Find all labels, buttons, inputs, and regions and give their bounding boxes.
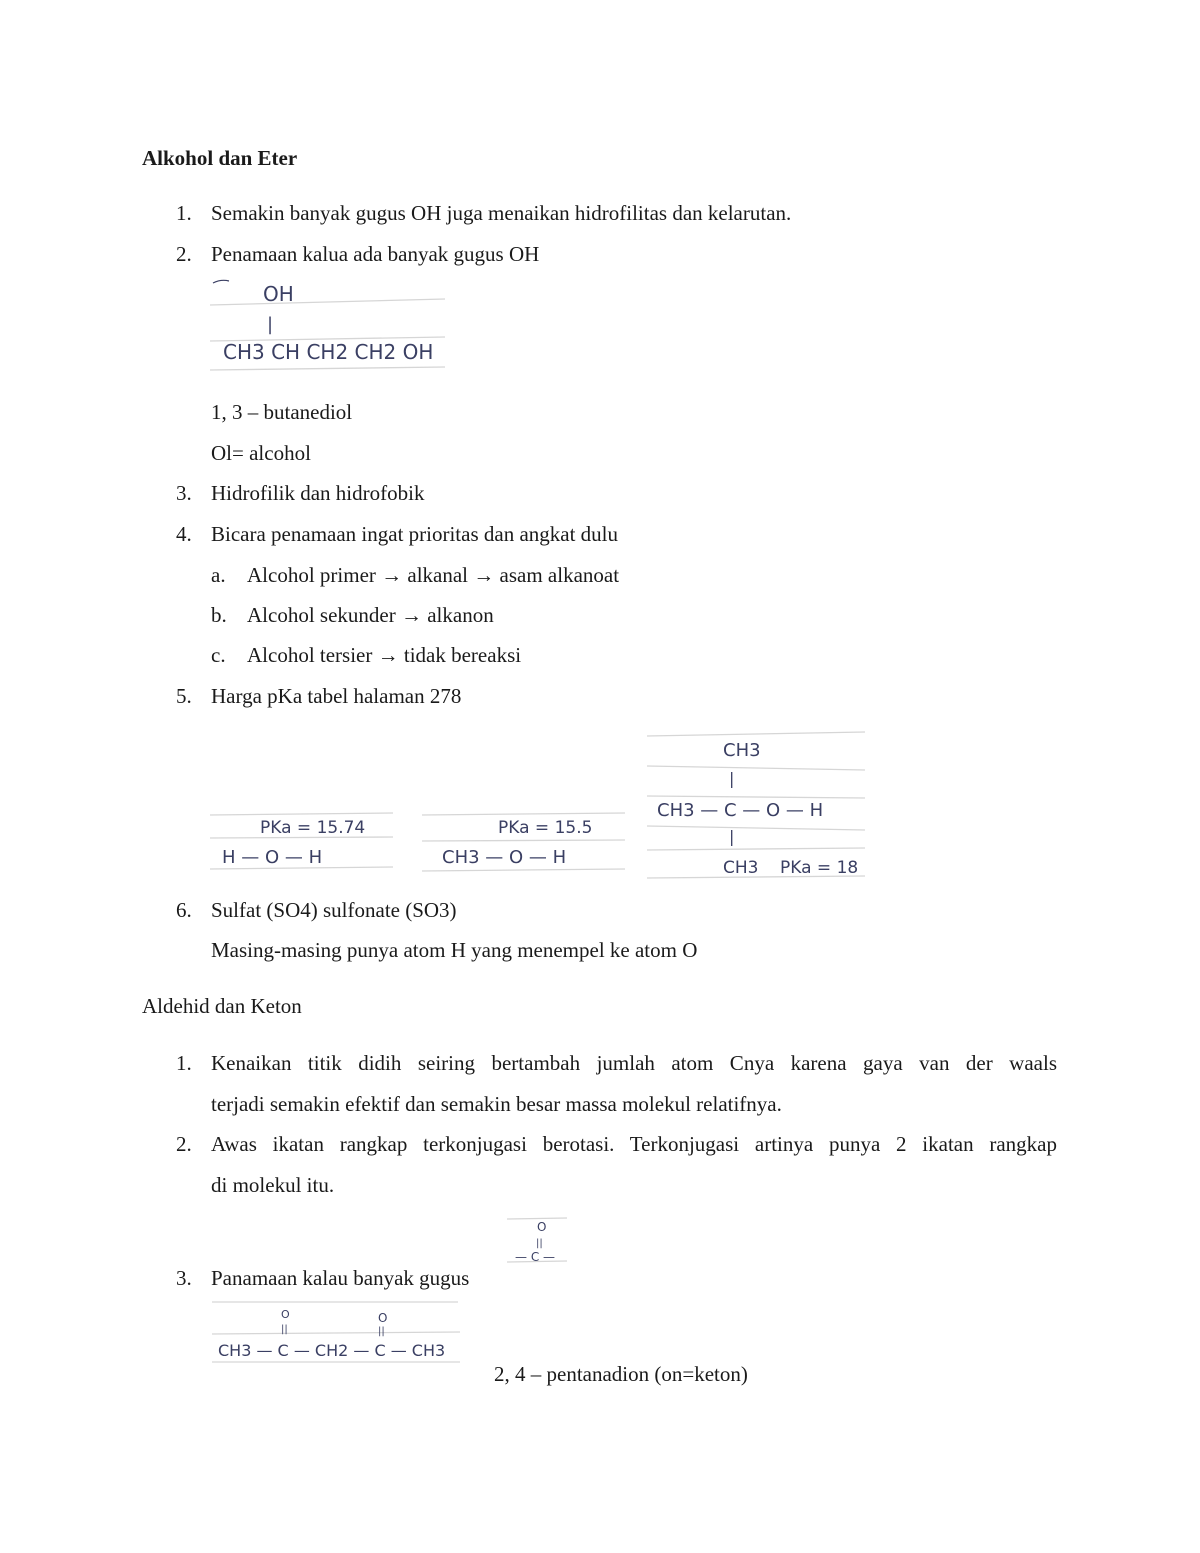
hand-oh-label: OH	[263, 282, 294, 306]
list-item-text: Semakin banyak gugus OH juga menaikan hidrofilitas dan kelarutan.	[211, 201, 792, 225]
list-item-text: Sulfat (SO4) sulfonate (SO3)	[211, 898, 457, 922]
list-item-text-line1: Kenaikan titik didih seiring bertambah jumlah atom Cnya karena gaya van der waals	[211, 1051, 1057, 1075]
methanol-pka-label: PKa = 15.5	[498, 818, 593, 838]
carbonyl-group-image	[503, 1214, 573, 1269]
tbutanol-pka-image	[645, 718, 870, 883]
pentanedione-double-bond-1: ||	[281, 1324, 288, 1335]
sublist-item-text: Alcohol tersier → tidak bereaksi	[247, 643, 522, 667]
list-number: 3.	[176, 1266, 192, 1290]
water-pka-image	[208, 805, 398, 875]
pentanedione-caption: 2, 4 – pentanadion (on=keton)	[494, 1362, 748, 1386]
hand-bond-bar: |	[267, 314, 274, 335]
pentanedione-double-bond-2: ||	[378, 1326, 385, 1337]
list-number: 1.	[176, 1051, 192, 1075]
ol-note: Ol= alcohol	[211, 441, 311, 465]
sublist-item-text: Alcohol sekunder → alkanon	[247, 603, 494, 627]
tbutanol-pka-label: PKa = 18	[780, 858, 859, 878]
list-item-text-line1: Awas ikatan rangkap terkonjugasi berotasi. Terkonjugasi artinya punya 2 ikatan rangkap	[211, 1132, 1057, 1156]
list-number: 2.	[176, 1132, 192, 1156]
list-item-text: Penamaan kalua ada banyak gugus OH	[211, 242, 540, 266]
methanol-pka-image	[420, 805, 630, 880]
list-item-text-line2: terjadi semakin efektif dan semakin besar massa molekul relatifnya.	[211, 1092, 782, 1116]
pentanedione-oxygen-1: O	[281, 1308, 290, 1321]
tbutanol-bond-bottom: |	[729, 827, 735, 846]
tbutanol-top-ch3: CH3	[723, 740, 761, 761]
sublist-item-text: Alcohol primer → alkanal → asam alkanoat	[247, 563, 620, 587]
list-item-text: Hidrofilik dan hidrofobik	[211, 481, 425, 505]
pentanedione-chain: CH3 — C — CH2 — C — CH3	[218, 1341, 446, 1360]
sublist-letter: a.	[211, 563, 226, 587]
list-number: 6.	[176, 898, 192, 922]
carbonyl-carbon: — C —	[515, 1250, 556, 1264]
pentanedione-oxygen-2: O	[378, 1311, 388, 1325]
list-item-text: Bicara penamaan ingat prioritas dan angkat dulu	[211, 522, 619, 546]
water-pka-label: PKa = 15.74	[260, 818, 366, 838]
butanediol-structure-image	[205, 275, 455, 385]
list-item-text-line2: di molekul itu.	[211, 1173, 335, 1197]
tbutanol-bottom-ch3: CH3	[723, 858, 759, 878]
list-number: 3.	[176, 481, 192, 505]
list-item-continuation: Masing-masing punya atom H yang menempel ke atom O	[211, 938, 698, 962]
section-title-aldehid-keton: Aldehid dan Keton	[142, 994, 302, 1018]
list-number: 2.	[176, 242, 192, 266]
list-item-text: Panamaan kalau banyak gugus	[211, 1266, 470, 1290]
carbonyl-double-bond: ||	[536, 1238, 543, 1249]
carbonyl-oxygen: O	[537, 1220, 547, 1234]
pentanedione-structure-image	[208, 1296, 468, 1368]
sublist-letter: c.	[211, 643, 226, 667]
list-number: 1.	[176, 201, 192, 225]
list-number: 5.	[176, 684, 192, 708]
hand-chain-label: CH3 CH CH2 CH2 OH	[223, 340, 434, 364]
tbutanol-bond-top: |	[729, 769, 735, 788]
methanol-formula-label: CH3 — O — H	[442, 847, 567, 868]
tbutanol-main-chain: CH3 — C — O — H	[657, 800, 824, 821]
sublist-letter: b.	[211, 603, 227, 627]
water-formula-label: H — O — H	[222, 847, 323, 868]
list-number: 4.	[176, 522, 192, 546]
butanediol-name: 1, 3 – butanediol	[211, 400, 353, 424]
list-item-text: Harga pKa tabel halaman 278	[211, 684, 462, 708]
section-title-alkohol-eter: Alkohol dan Eter	[142, 146, 298, 170]
